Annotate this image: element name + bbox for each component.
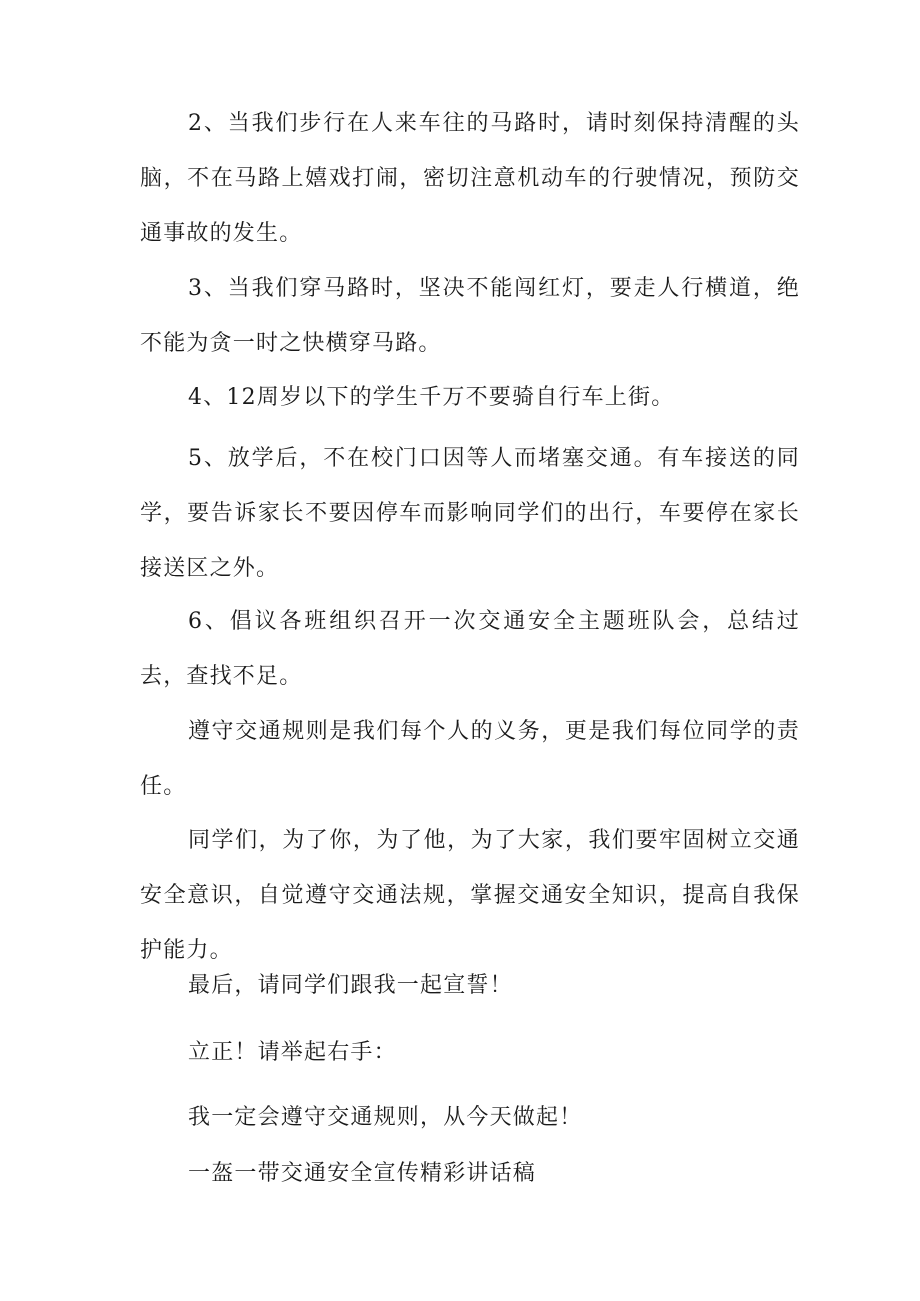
paragraph-rule-6: 6、倡议各班组织召开一次交通安全主题班队会，总结过去，查找不足。 xyxy=(140,609,800,689)
paragraph-rule-3: 3、当我们穿马路时，坚决不能闯红灯，要走人行横道，绝不能为贪一时之快横穿马路。 xyxy=(140,276,800,356)
paragraph-rule-2: 2、当我们步行在人来车往的马路时，请时刻保持清醒的头脑，不在马路上嬉戏打闹，密切注意机动车的行驶情况，预防交通事故的发生。 xyxy=(140,111,800,246)
paragraph-rule-4: 4、12周岁以下的学生千万不要骑自行车上街。 xyxy=(188,385,675,410)
paragraph-oath-intro: 最后，请同学们跟我一起宣誓！ xyxy=(188,973,513,998)
paragraph-oath: 我一定会遵守交通规则，从今天做起！ xyxy=(188,1105,583,1130)
paragraph-stand-up: 立正！请举起右手： xyxy=(188,1040,397,1065)
paragraph-appeal: 同学们，为了你，为了他，为了大家，我们要牢固树立交通安全意识，自觉遵守交通法规，掌握交通安全知识，提高自我保护能力。 xyxy=(140,828,800,963)
section-heading: 一盔一带交通安全宣传精彩讲话稿 xyxy=(188,1161,537,1186)
paragraph-rule-5: 5、放学后，不在校门口因等人而堵塞交通。有车接送的同学，要告诉家长不要因停车而影响同学们的出行，车要停在家长接送区之外。 xyxy=(140,446,800,581)
paragraph-obligation: 遵守交通规则是我们每个人的义务，更是我们每位同学的责任。 xyxy=(140,719,800,799)
